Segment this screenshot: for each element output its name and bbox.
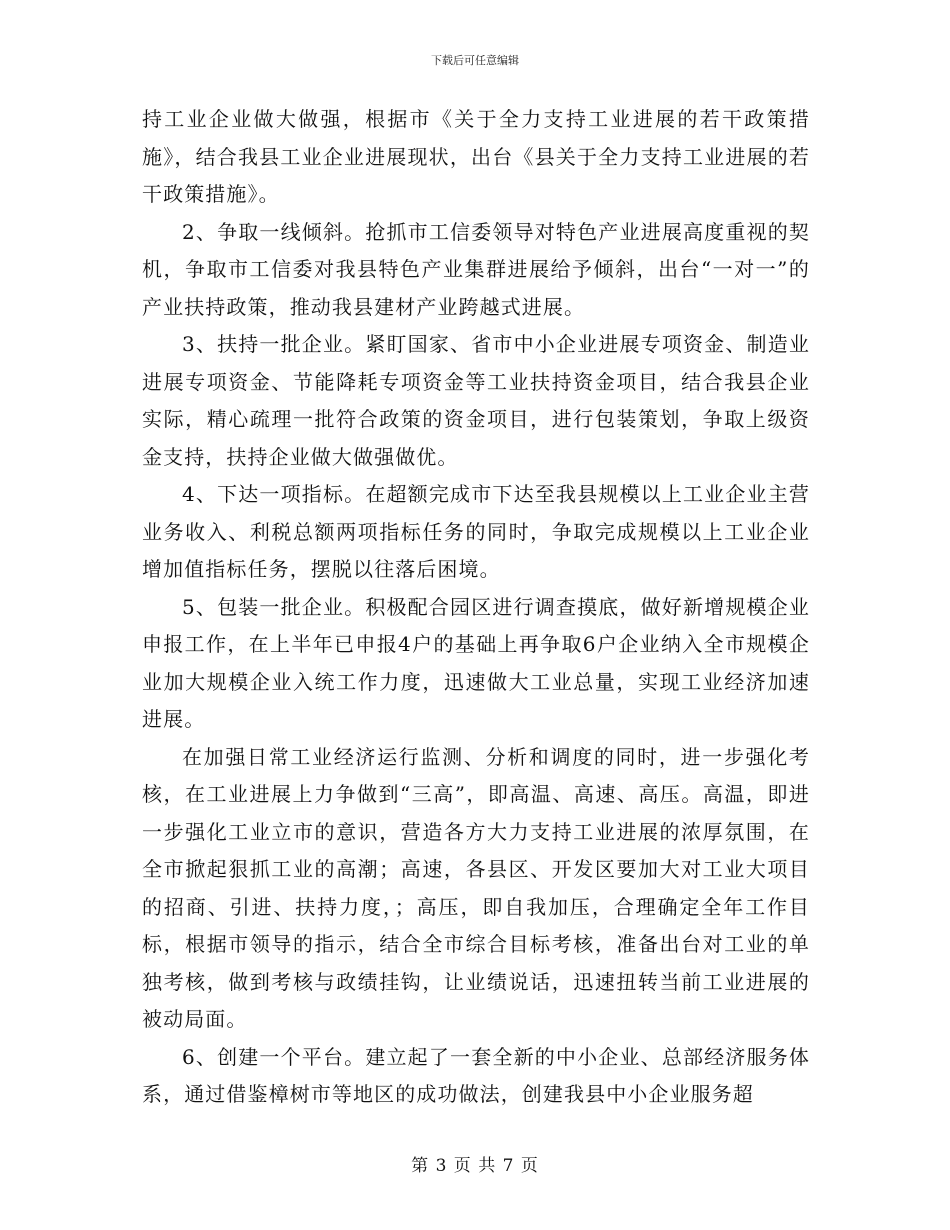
paragraph-5: 5、包装一批企业。积极配合园区进行调查摸底，做好新增规模企业申报工作，在上半年已申报4户的基础上再争取6户企业纳入全市规模企业加大规模企业入统工作力度，迅速做大工业总量，实现工业经济加速进展。 [142,594,810,731]
footer-current-page: 3 [435,1156,448,1176]
footer-prefix: 第 [411,1156,430,1176]
document-body [142,101,810,1114]
paragraph-1: 持工业企业做大做强，根据市《关于全力支持工业进展的若干政策措施》，结合我县工业企业进展现状，出台《县关于全力支持工业进展的若干政策措施》。 [142,107,810,206]
paragraph-7: 6、创建一个平台。建立起了一套全新的中小企业、总部经济服务体系，通过借鉴樟树市等地区的成功做法，创建我县中小企业服务超 [142,1044,810,1106]
page-header-note: 下载后可任意编辑 [431,54,519,67]
paragraph-6: 在加强日常工业经济运行监测、分析和调度的同时，进一步强化考核，在工业进展上力争做到“三高”，即高温、高速、高压。高温，即进一步强化工业立市的意识，营造各方大力支持工业进展的浓厚氛围，在全市掀起狠抓工业的高潮；高速，各县区、开发区要加大对工业大项目的招商、引进、扶持力度，；高压，即自我加压，合理确定全年工作目标，根据市领导的指示，结合全市综合目标考核，准备出台对工业的单独考核，做到考核与政绩挂钩，让业绩说话，迅速扭转当前工业进展的被动局面。 [142,744,810,1031]
paragraph-4: 4、下达一项指标。在超额完成市下达至我县规模以上工业企业主营业务收入、利税总额两项指标任务的同时，争取完成规模以上工业企业增加值指标任务，摆脱以往落后困境。 [142,482,810,581]
paragraph-3: 3、扶持一批企业。紧盯国家、省市中小企业进展专项资金、制造业进展专项资金、节能降耗专项资金等工业扶持资金项目，结合我县企业实际，精心疏理一批符合政策的资金项目，进行包装策划，争取上级资金支持，扶持企业做大做强做优。 [142,332,810,469]
footer-suffix: 页 [520,1156,539,1176]
page-footer [0,1156,950,1176]
paragraph-2: 2、争取一线倾斜。抢抓市工信委领导对特色产业进展高度重视的契机，争取市工信委对我县特色产业集群进展给予倾斜，出台“一对一”的产业扶持政策，推动我县建材产业跨越式进展。 [142,219,810,319]
footer-middle: 页 共 [453,1156,497,1176]
footer-total-pages: 7 [502,1156,515,1176]
